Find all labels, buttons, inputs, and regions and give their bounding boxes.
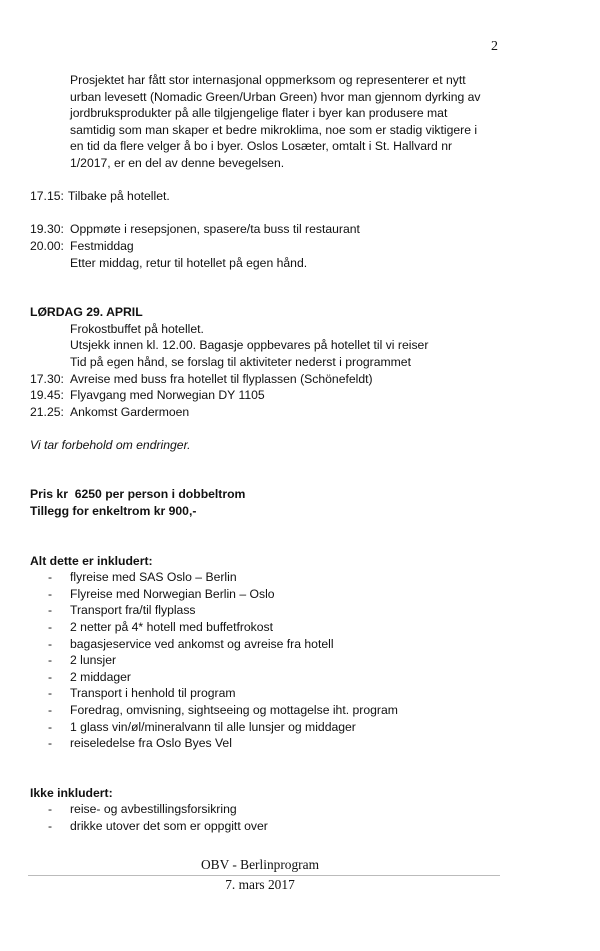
item-text: Foredrag, omvisning, sightseeing og mottagelse iht. program	[70, 703, 398, 717]
single-room-supplement: Tillegg for enkeltrom kr 900,-	[30, 504, 197, 519]
intro-paragraph	[30, 72, 500, 172]
entry-note: Etter middag, retur til hotellet på egen hånd.	[70, 255, 308, 270]
included-heading: Alt dette er inkludert:	[30, 553, 153, 568]
bullet-marker: -	[48, 802, 53, 817]
item-text: flyreise med SAS Oslo – Berlin	[70, 570, 237, 585]
list-item	[30, 602, 500, 619]
entry-text: Avreise med buss fra hotellet til flyplassen (Schönefeldt)	[70, 371, 373, 386]
bullet-marker: -	[48, 719, 53, 734]
time-label: 20.00:	[30, 238, 64, 253]
entry-text: Flyavgang med Norwegian DY 1105	[70, 388, 265, 403]
list-item	[30, 652, 500, 669]
list-item	[30, 801, 500, 818]
time-label: 19.45:	[30, 388, 64, 403]
bullet-marker: -	[48, 570, 53, 585]
list-item	[30, 669, 500, 686]
list-item	[30, 569, 500, 586]
schedule-entry	[30, 387, 500, 404]
bullet-marker: -	[48, 653, 53, 668]
text-line: Prosjektet har fått stor internasjonal oppmerksom og representerer et nytt	[70, 73, 466, 87]
time-label: 17.30:	[30, 371, 64, 386]
text-line: 1/2017, er en del av denne bevegelsen.	[70, 155, 285, 170]
item-text: 2 middager	[70, 669, 131, 684]
list-item	[30, 586, 500, 603]
bullet-marker: -	[48, 603, 53, 618]
item-text: 1 glass vin/øl/mineralvann til alle lunsjer og middager	[70, 719, 356, 734]
item-text: Transport i henhold til program	[70, 686, 236, 701]
time-label: 19.30:	[30, 222, 64, 237]
price-line: Pris kr 6250 per person i dobbeltrom	[30, 487, 246, 502]
included-list	[30, 569, 500, 752]
list-item	[30, 636, 500, 653]
footer-title: OBV - Berlinprogram	[200, 857, 320, 872]
bullet-marker: -	[48, 636, 53, 651]
bullet-marker: -	[48, 586, 53, 601]
list-item	[30, 818, 500, 835]
list-item	[30, 685, 500, 702]
text-line: Frokostbuffet på hotellet.	[70, 321, 204, 336]
text-line: samtidig som man skaper et bedre mikroklima, noe som er stadig viktigere i	[70, 122, 478, 137]
bullet-marker: -	[48, 736, 53, 751]
schedule-entry	[30, 404, 500, 421]
not-included-heading: Ikke inkludert:	[30, 785, 113, 800]
item-text: drikke utover det som er oppgitt over	[70, 818, 268, 833]
item-text: 2 lunsjer	[70, 653, 117, 668]
text-line: Tid på egen hånd, se forslag til aktiviteter nederst i programmet	[70, 354, 411, 369]
page-number: 2	[491, 39, 498, 54]
item-text: reise- og avbestillingsforsikring	[70, 802, 237, 817]
entry-text: Ankomst Gardermoen	[70, 404, 190, 419]
item-text: Flyreise med Norwegian Berlin – Oslo	[70, 586, 275, 601]
disclaimer: Vi tar forbehold om endringer.	[30, 437, 191, 452]
footer-date: 7. mars 2017	[225, 877, 295, 892]
bullet-marker: -	[48, 686, 53, 701]
text-line: Utsjekk innen kl. 12.00. Bagasje oppbevares på hotellet til vi reiser	[70, 338, 429, 353]
schedule-entry	[30, 221, 500, 238]
schedule-entry	[30, 188, 500, 205]
day-heading: LØRDAG 29. APRIL	[30, 305, 143, 320]
item-text: bagasjeservice ved ankomst og avreise fra hotell	[70, 636, 334, 651]
schedule-entry	[30, 238, 500, 255]
item-text: reiseledelse fra Oslo Byes Vel	[70, 736, 232, 751]
schedule-entry	[30, 371, 500, 388]
not-included-list	[30, 801, 500, 834]
bullet-marker: -	[48, 818, 53, 833]
list-item	[30, 619, 500, 636]
list-item	[30, 719, 500, 736]
entry-text: Festmiddag	[70, 238, 134, 253]
text-line: en tid da flere velger å bo i byer. Oslos Losæter, omtalt i St. Hallvard nr	[70, 139, 453, 154]
entry-text: Tilbake på hotellet.	[67, 189, 170, 204]
bullet-marker: -	[48, 669, 53, 684]
item-text: 2 netter på 4* hotell med buffetfrokost	[70, 620, 274, 635]
bullet-marker: -	[48, 620, 53, 635]
document-body	[30, 72, 500, 835]
list-item	[30, 702, 500, 719]
footer-divider	[28, 875, 500, 876]
item-text: Transport fra/til flyplass	[70, 603, 196, 618]
text-line: jordbruksprodukter på alle tilgjengelige flater i byer kan produsere mat	[70, 106, 448, 121]
list-item	[30, 735, 500, 752]
entry-text: Oppmøte i resepsjonen, spasere/ta buss til restaurant	[70, 222, 360, 237]
time-label: 17.15:	[30, 189, 64, 204]
time-label: 21.25:	[30, 404, 64, 419]
text-line: urban levesett (Nomadic Green/Urban Green) hvor man gjennom dyrking av	[70, 89, 481, 104]
bullet-marker: -	[48, 703, 53, 717]
